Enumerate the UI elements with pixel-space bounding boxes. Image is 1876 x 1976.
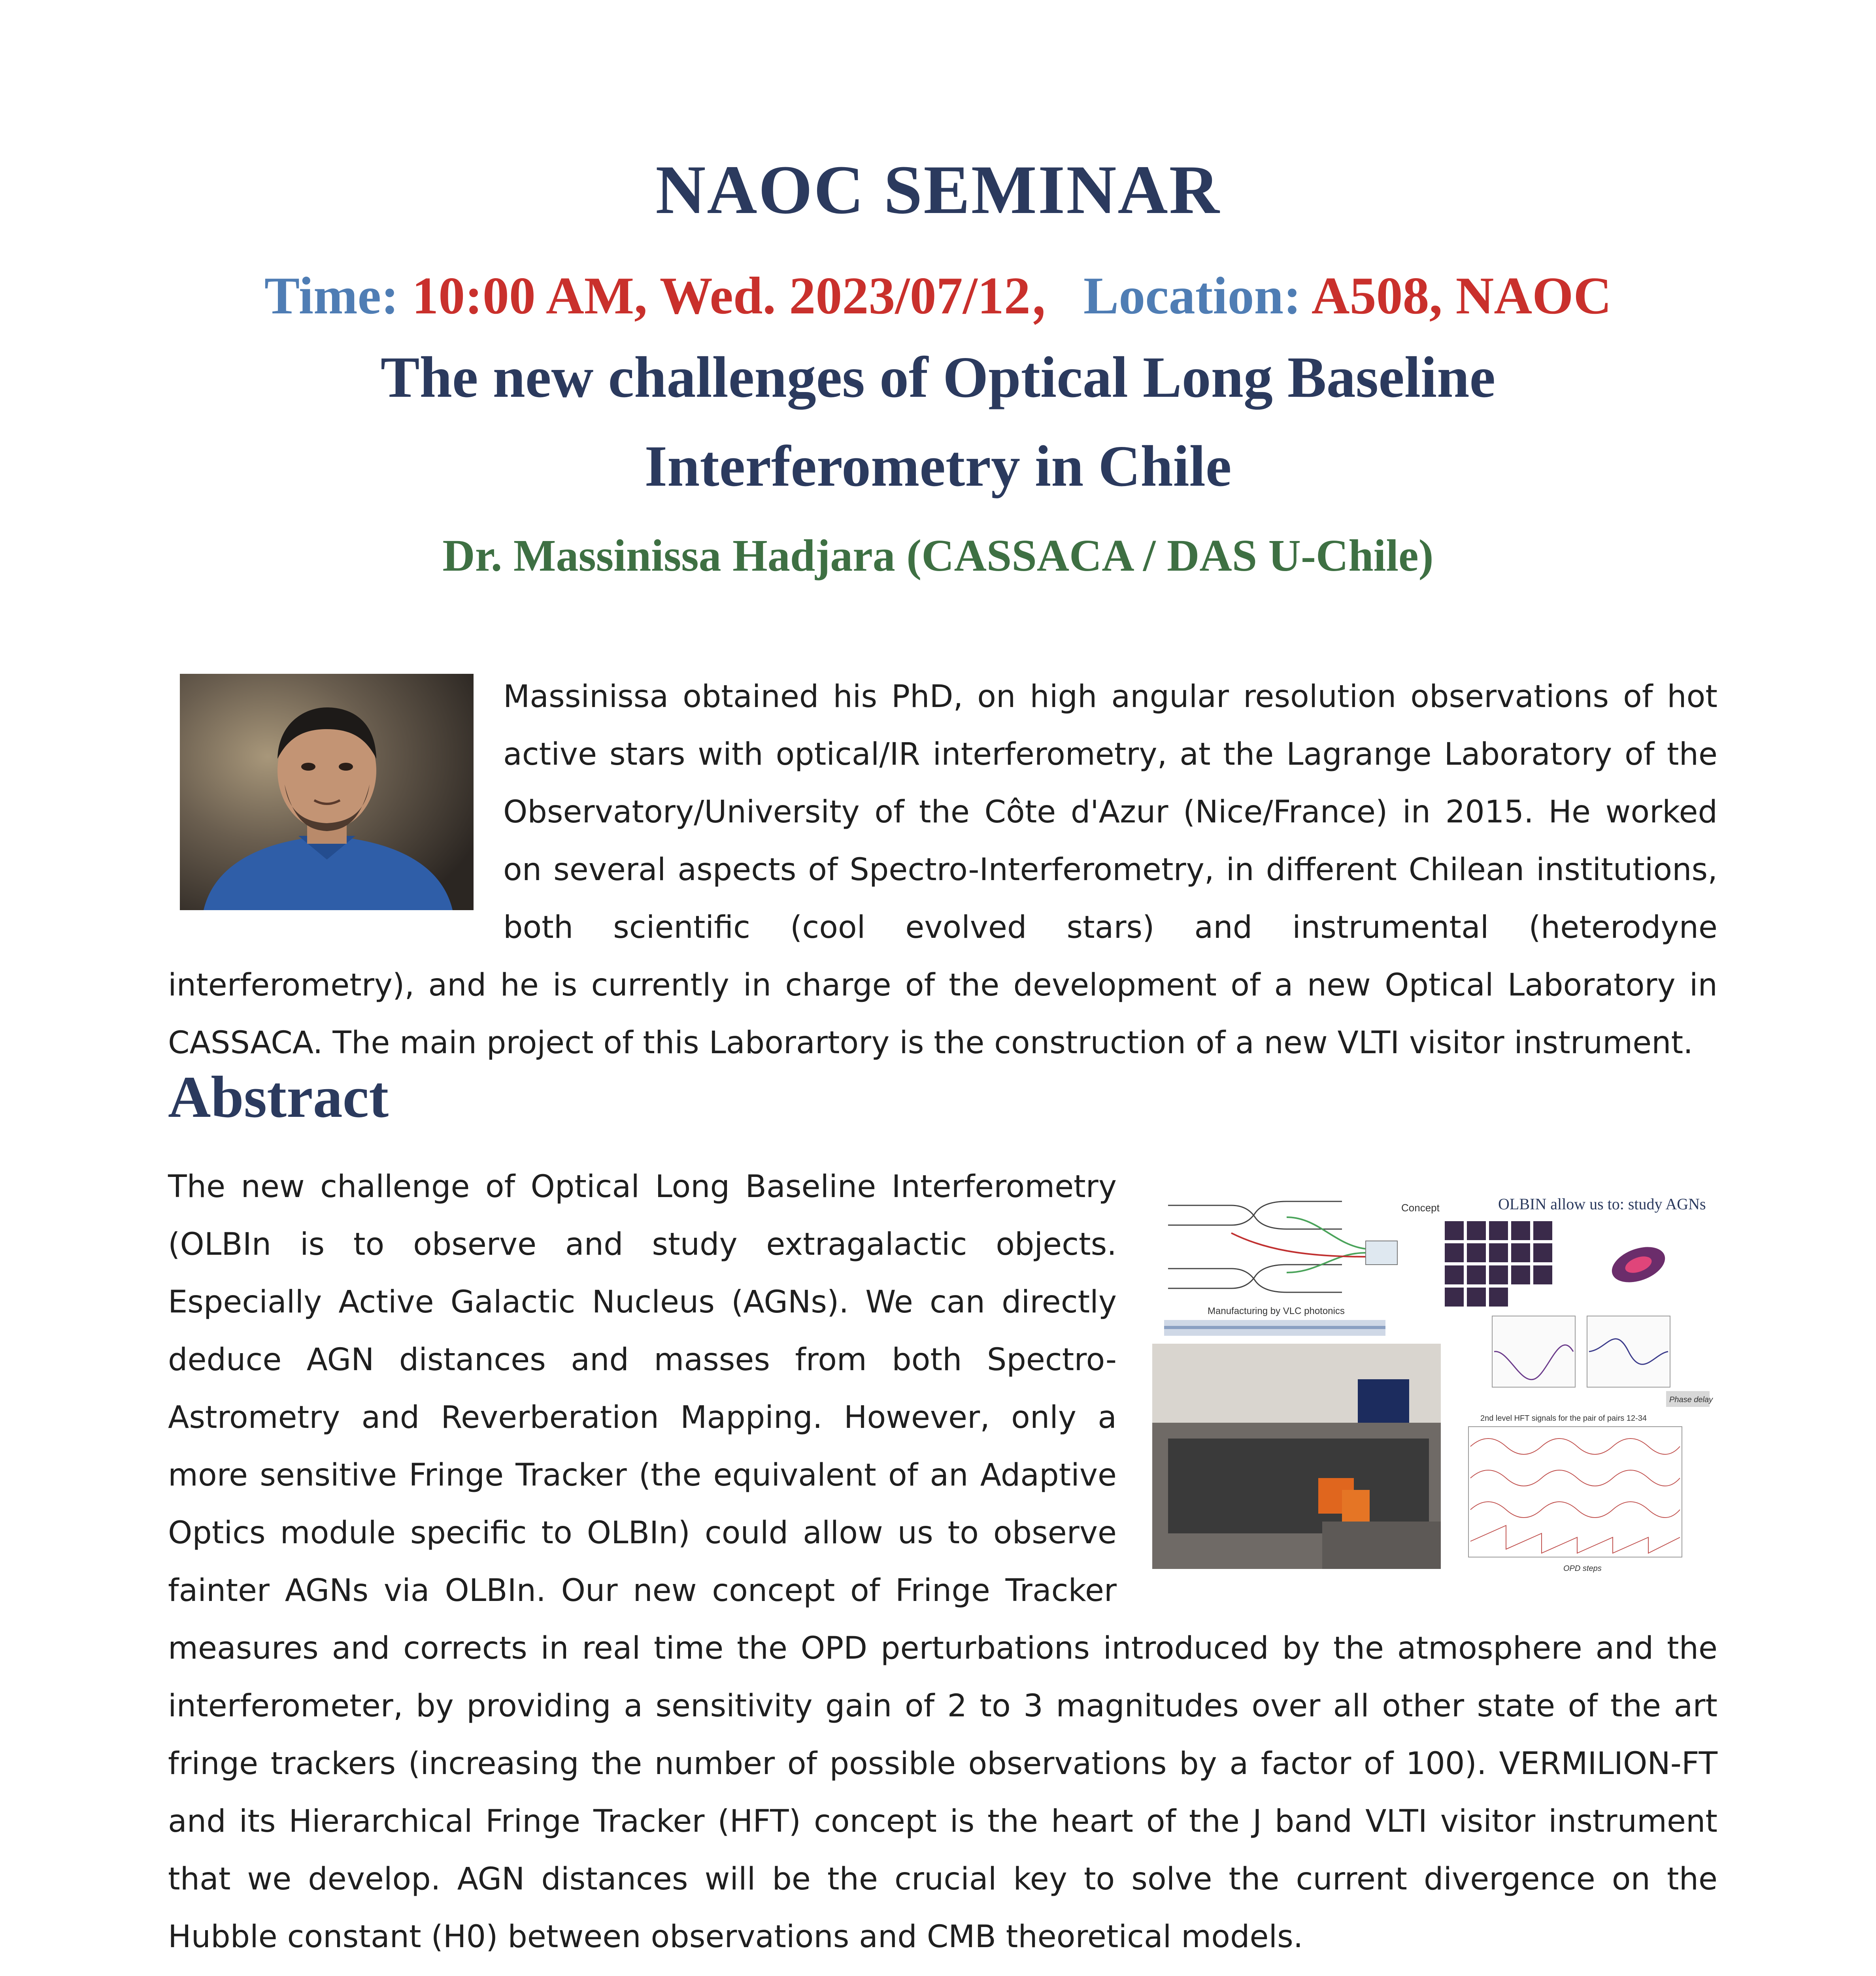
talk-title-line-2: Interferometry in Chile xyxy=(644,434,1232,499)
olbin-figure-illustration xyxy=(1152,1194,1717,1577)
speaker-bio xyxy=(168,668,1717,1072)
hft-signals-label: 2nd level HFT signals for the pair of pairs 12-34 xyxy=(1480,1414,1647,1423)
abstract-paragraph-2 xyxy=(168,1966,1717,1976)
seminar-title: NAOC SEMINAR xyxy=(655,151,1221,228)
agn-title: OLBIN allow us to: study AGNs xyxy=(1498,1195,1706,1213)
phase-delay-label: Phase delay xyxy=(1669,1395,1713,1404)
speaker-name: Dr. Massinissa Hadjara (CASSACA / DAS U-Chile) xyxy=(442,530,1434,581)
portrait-illustration xyxy=(180,674,474,910)
talk-title-line-1: The new challenges of Optical Long Baseline xyxy=(380,345,1496,410)
speaker-portrait xyxy=(180,674,474,910)
manufacturing-label: Manufacturing by VLC photonics xyxy=(1208,1306,1345,1316)
opd-steps-label: OPD steps xyxy=(1563,1564,1602,1573)
abstract-paragraph-1: The new challenge of Optical Long Baseline Interferometry (OLBIn is to observe and study extragalactic objects. Especially Active Galactic Nucleus (AGNs). We can directly deduce AGN distances and masses from both Spectro-Astrometry and Reverberation Mapping. However, only a more sensitive Fringe Tracker (the equivalent of an Adaptive Optics module specific to OLBIn) could allow us to observe fainter AGNs via OLBIn. Our new concept of Fringe Tracker measures and corrects in real time the OPD perturbations introduced by the atmosphere and the interferometer, by providing a sensitivity gain of 2 to 3 magnitudes over all other state of the art fringe trackers (increasing the number of possible observations by a factor of 100). VERMILION-FT and its Hierarchical Fringe Tracker (HFT) concept is the heart of the J band VLTI visitor instrument that we develop. AGN distances will be the crucial key to solve the current divergence on the Hubble constant (H0) between observations and CMB theoretical models. xyxy=(168,1169,1717,1955)
olbin-figure xyxy=(1152,1194,1717,1577)
time-value: 10:00 AM, Wed. 2023/07/12 xyxy=(412,266,1030,325)
bio-text: Massinissa obtained his PhD, on high angular resolution observations of hot active stars with optical/IR interferometry, at the Lagrange Laboratory of the Observatory/University of the Côte d'Azur (Nice/France) in 2015. He worked on several aspects of Spectro-Interferometry, in different Chilean institutions, both scientific (cool evolved stars) and instrumental (heterodyne interferometry), and he is currently in charge of the development of a new Optical Laboratory in CASSACA. The main project of this Laborartory is the construction of a new VLTI visitor instrument. xyxy=(168,679,1717,1061)
separator: ， xyxy=(1030,266,1083,325)
location-value: A508, NAOC xyxy=(1311,266,1612,325)
abstract-body xyxy=(168,1158,1717,1976)
time-label: Time: xyxy=(264,266,412,325)
location-label: Location: xyxy=(1083,266,1312,325)
time-location-line xyxy=(0,253,1876,329)
concept-label: Concept xyxy=(1401,1202,1440,1214)
abstract-heading: Abstract xyxy=(168,1064,389,1130)
